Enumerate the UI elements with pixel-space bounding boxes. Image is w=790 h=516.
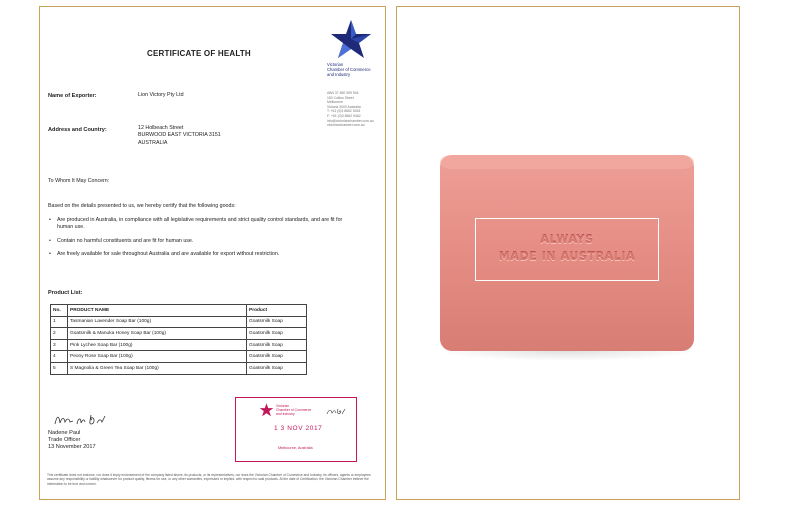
address-label: Address and Country: [48,127,107,133]
intro-text: Based on the details presented to us, we hereby certify that the following goods: [48,203,236,209]
table-row [51,351,307,363]
vcci-star-logo-icon [329,19,373,63]
header-product: Product [247,305,307,317]
stamp-date: 1 3 NOV 2017 [274,425,323,432]
product-table [50,304,307,375]
signatory-name: Nadene Paul [48,430,81,436]
soap-photo-panel [396,6,740,500]
condition-item: • Are freely available for sale throughout Australia and are available for export without restriction. [48,251,348,258]
signatory-role: Trade Officer [48,437,81,444]
table-row [51,328,307,340]
vcci-contact-block: ABN 37 650 959 904 150 Collins Street Melbourne Victoria 3000 Australia T: +61 (0)3 8662 5333 F: +61 (0)3 8662 5462 info@victorianchamber.com.au victorianchamber.com.au [327,91,374,128]
exporter-value: Lion Victory Pty Ltd [138,92,184,98]
table-cell: Goatsmilk Soap [247,362,307,374]
table-cell: 3 [51,339,68,351]
table-cell: S Magnolia & Green Tea Soap Bar (100g) [68,362,247,374]
table-cell: 4 [51,351,68,363]
table-row [51,316,307,328]
table-cell: Goatsmilk Soap [247,316,307,328]
stamp-star-icon [259,403,274,418]
disclaimer-footer: This certificate does not endorse, nor does it imply endorsement of the company listed above, its products, or its representatives, nor does the Victorian Chamber of Commerce and Industry, its officers, agents or employees assume any responsibility or liability whatsoever for product quality, fitness for use, or any other warranties, expressed or implied, with respect to said products. At the date of Certification, the Victorian Chamber believe the information to be true and correct. [47,473,371,486]
table-cell: Goatsmilk & Manuka Honey Soap Bar (100g) [68,328,247,340]
stamp-place: Melbourne, Australia [278,446,313,450]
certificate-title: CERTIFICATE OF HEALTH [147,49,251,58]
exporter-label: Name of Exporter: [48,93,97,99]
signature-icon [53,412,113,428]
table-cell: 2 [51,328,68,340]
salutation: To Whom It May Concern: [48,178,110,184]
official-stamp [235,397,357,462]
condition-item: • Contain no harmful constituents and are fit for human use. [48,238,348,245]
table-cell: 1 [51,316,68,328]
conditions-list [48,217,348,265]
stamp-signature-icon [326,407,346,416]
stamp-org: Victorian Chamber of Commerce and Industry [276,404,312,416]
table-cell: Goatsmilk Soap [247,328,307,340]
signatory-date: 13 November 2017 [48,444,96,451]
table-cell: Tasmanian Lavender Soap Bar (100g) [68,316,247,328]
table-cell: Peony Rose Soap Bar (100g) [68,351,247,363]
table-header-row [51,305,307,317]
soap-emboss-always: ALWAYS [540,233,594,246]
address-value: 12 Holbeach Street BURWOOD EAST VICTORIA 3151 AUSTRALIA [138,125,221,146]
certificate-panel [39,6,386,500]
table-cell: 5 [51,362,68,374]
header-no: No. [51,305,68,317]
table-cell: Goatsmilk Soap [247,351,307,363]
table-row [51,339,307,351]
signatory-block [48,430,96,452]
table-row [51,362,307,374]
table-cell: Goatsmilk Soap [247,339,307,351]
soap-emboss-made-in-australia: MADE IN AUSTRALIA [498,250,636,263]
header-product-name: PRODUCT NAME [68,305,247,317]
condition-item: • Are produced in Australia, in compliance with all legislative requirements and strict quality control standards, and are fit for human use. [48,217,348,232]
table-cell: Pink Lychee Soap Bar (100g) [68,339,247,351]
product-list-label: Product List: [48,290,83,296]
vcci-logo-name: Victorian Chamber of Commerce and Industry [327,62,371,77]
